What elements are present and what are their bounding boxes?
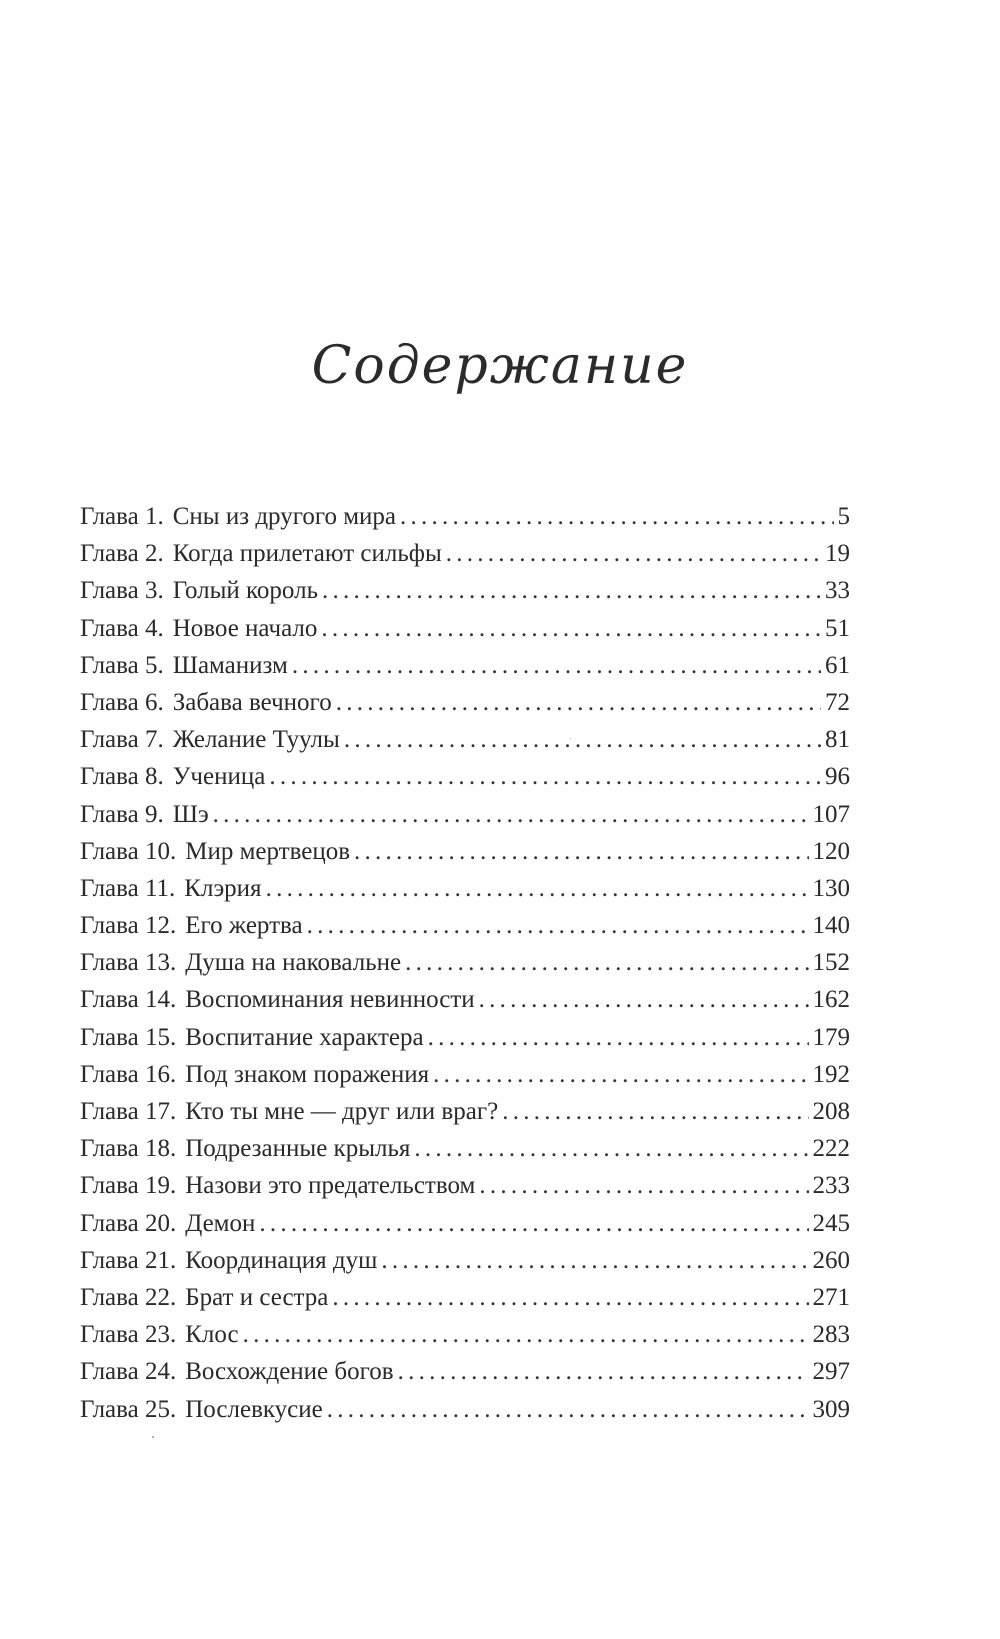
chapter-label: Глава 9. — [80, 800, 164, 828]
page-number: 179 — [812, 1023, 850, 1051]
dot-leader — [381, 1242, 808, 1279]
dot-leader — [259, 1205, 808, 1242]
toc-entry-title — [80, 684, 332, 721]
chapter-label: Глава 14. — [80, 986, 177, 1014]
toc-entry-title — [80, 1242, 377, 1279]
toc-entry — [80, 647, 850, 684]
page-number: 233 — [812, 1172, 850, 1200]
chapter-label: Глава 6. — [80, 688, 164, 716]
toc-entry — [80, 1019, 850, 1056]
page-number: 81 — [825, 726, 850, 754]
toc-entry — [80, 498, 850, 535]
toc-entry — [80, 684, 850, 721]
chapter-name: Под знаком поражения — [185, 1060, 430, 1088]
dot-leader — [336, 684, 821, 721]
page-number: 107 — [812, 800, 850, 828]
page-number: 5 — [837, 503, 850, 530]
dot-leader — [446, 535, 821, 572]
toc-entry — [80, 721, 850, 758]
chapter-label: Глава 23. — [80, 1321, 177, 1349]
page-number: 283 — [812, 1321, 850, 1349]
chapter-label: Глава 20. — [80, 1209, 177, 1237]
toc-entry-title — [80, 610, 317, 647]
chapter-name: Мир мертвецов — [185, 837, 351, 865]
chapter-label: Глава 25. — [80, 1395, 177, 1423]
dot-leader — [332, 1279, 808, 1316]
chapter-label: Глава 18. — [80, 1135, 177, 1163]
chapter-name: Когда прилетают сильфы — [172, 540, 442, 568]
chapter-label: Глава 19. — [80, 1172, 177, 1200]
page-number: 61 — [825, 651, 850, 679]
chapter-label: Глава 22. — [80, 1283, 177, 1311]
toc-entry-title — [80, 1056, 429, 1093]
toc-entry — [80, 1056, 850, 1093]
chapter-name: Послевкусие — [185, 1395, 323, 1423]
chapter-label: Глава 2. — [80, 540, 164, 568]
dot-leader — [414, 1130, 808, 1167]
chapter-name: Ученица — [172, 763, 266, 791]
toc-entry-title — [80, 944, 401, 981]
toc-entry — [80, 535, 850, 572]
paper-speck — [570, 738, 571, 739]
toc-entry-title — [80, 1316, 239, 1353]
chapter-name: Голый король — [172, 577, 318, 605]
dot-leader — [428, 1019, 809, 1056]
page-number: 96 — [825, 763, 850, 791]
chapter-name: Клос — [185, 1321, 239, 1349]
dot-leader — [398, 1353, 809, 1390]
toc-entry — [80, 833, 850, 870]
toc-entry-title — [80, 498, 396, 535]
page-number: 140 — [812, 912, 850, 940]
chapter-name: Брат и сестра — [185, 1283, 329, 1311]
page-number: 19 — [825, 540, 850, 568]
toc-entry — [80, 572, 850, 609]
chapter-label: Глава 17. — [80, 1098, 177, 1125]
chapter-name: Его жертва — [185, 912, 303, 940]
toc-entry-title — [80, 1093, 498, 1130]
toc-entry — [80, 610, 850, 647]
toc-entry-title — [80, 721, 340, 758]
dot-leader — [327, 1391, 809, 1428]
chapter-label: Глава 8. — [80, 763, 164, 791]
toc-entry — [80, 1391, 850, 1428]
toc-entry-title — [80, 907, 303, 944]
toc-entry — [80, 1279, 850, 1316]
paper-speck — [152, 1436, 154, 1438]
page-number: 260 — [812, 1246, 850, 1274]
page-number: 245 — [812, 1209, 850, 1237]
chapter-label: Глава 3. — [80, 577, 164, 605]
toc-entry-title — [80, 833, 350, 870]
chapter-name: Шэ — [172, 800, 209, 828]
toc-entry-title — [80, 981, 475, 1018]
page-number: 309 — [812, 1395, 850, 1423]
dot-leader — [322, 572, 821, 609]
toc-entry-title — [80, 535, 442, 572]
toc-entry-title — [80, 1391, 323, 1428]
chapter-name: Восхождение богов — [185, 1358, 394, 1386]
chapter-label: Глава 15. — [80, 1023, 177, 1051]
chapter-label: Глава 10. — [80, 837, 177, 865]
chapter-name: Желание Туулы — [172, 726, 340, 754]
toc-entry — [80, 981, 850, 1018]
chapter-name: Клэрия — [184, 874, 262, 902]
page-title: Содержание — [311, 336, 689, 396]
chapter-label: Глава 21. — [80, 1246, 177, 1274]
page-number: 192 — [812, 1060, 850, 1088]
chapter-label: Глава 1. — [80, 503, 164, 530]
toc-entry — [80, 870, 850, 907]
page-number: 271 — [812, 1283, 850, 1311]
toc-entry-title — [80, 796, 209, 833]
chapter-label: Глава 7. — [80, 726, 164, 754]
chapter-label: Глава 11. — [80, 874, 176, 902]
dot-leader — [321, 610, 821, 647]
chapter-name: Координация душ — [185, 1246, 378, 1274]
page-number: 72 — [825, 688, 850, 716]
chapter-label: Глава 13. — [80, 949, 177, 977]
chapter-name: Новое начало — [172, 614, 318, 642]
dot-leader — [354, 833, 808, 870]
toc-entry — [80, 944, 850, 981]
toc-entry-title — [80, 1279, 328, 1316]
dot-leader — [213, 796, 809, 833]
chapter-name: Подрезанные крылья — [185, 1135, 411, 1163]
chapter-name: Воспитание характера — [185, 1023, 424, 1051]
dot-leader — [433, 1056, 808, 1093]
page-number: 162 — [812, 986, 850, 1014]
toc-entry — [80, 1130, 850, 1167]
dot-leader — [479, 1167, 808, 1204]
chapter-label: Глава 16. — [80, 1060, 177, 1088]
toc-entry — [80, 1316, 850, 1353]
toc-entry — [80, 1093, 850, 1130]
toc-entry — [80, 758, 850, 795]
chapter-label: Глава 4. — [80, 614, 164, 642]
dot-leader — [479, 981, 809, 1018]
toc-entry — [80, 907, 850, 944]
toc-entry-title — [80, 1130, 410, 1167]
chapter-name: Назови это предательством — [185, 1172, 476, 1200]
page-number: 222 — [812, 1135, 850, 1163]
page-number: 208 — [812, 1098, 850, 1125]
chapter-name: Душа на наковальне — [185, 949, 402, 977]
dot-leader — [307, 907, 809, 944]
toc-entry-title — [80, 758, 265, 795]
page-number: 51 — [825, 614, 850, 642]
dot-leader — [502, 1093, 808, 1130]
dot-leader — [400, 498, 833, 535]
chapter-label: Глава 5. — [80, 651, 164, 679]
toc-entry — [80, 1167, 850, 1204]
toc-entry-title — [80, 1019, 424, 1056]
dot-leader — [269, 758, 821, 795]
page-number: 120 — [812, 837, 850, 865]
page-number: 33 — [825, 577, 850, 605]
toc-entry — [80, 1205, 850, 1242]
chapter-name: Воспоминания невинности — [185, 986, 475, 1014]
toc-entry — [80, 1353, 850, 1390]
toc-entry — [80, 1242, 850, 1279]
page-number: 152 — [812, 949, 850, 977]
toc-entry-title — [80, 1167, 475, 1204]
chapter-label: Глава 24. — [80, 1358, 177, 1386]
chapter-name: Забава вечного — [172, 688, 332, 716]
page-number: 130 — [812, 874, 850, 902]
dot-leader — [292, 647, 821, 684]
toc-entry-title — [80, 1353, 394, 1390]
dot-leader — [243, 1316, 809, 1353]
toc-entry-title — [80, 572, 318, 609]
toc-entry-title — [80, 870, 262, 907]
chapter-name: Демон — [185, 1209, 256, 1237]
chapter-name: Сны из другого мира — [172, 503, 397, 530]
toc-entry — [80, 796, 850, 833]
page-number: 297 — [812, 1358, 850, 1386]
dot-leader — [266, 870, 809, 907]
chapter-label: Глава 12. — [80, 912, 177, 940]
toc-entry-title — [80, 647, 288, 684]
chapter-name: Шаманизм — [172, 651, 288, 679]
dot-leader — [405, 944, 808, 981]
dot-leader — [344, 721, 821, 758]
chapter-name: Кто ты мне — друг или враг? — [185, 1098, 499, 1125]
toc-entry-title — [80, 1205, 255, 1242]
table-of-contents — [80, 498, 850, 1428]
